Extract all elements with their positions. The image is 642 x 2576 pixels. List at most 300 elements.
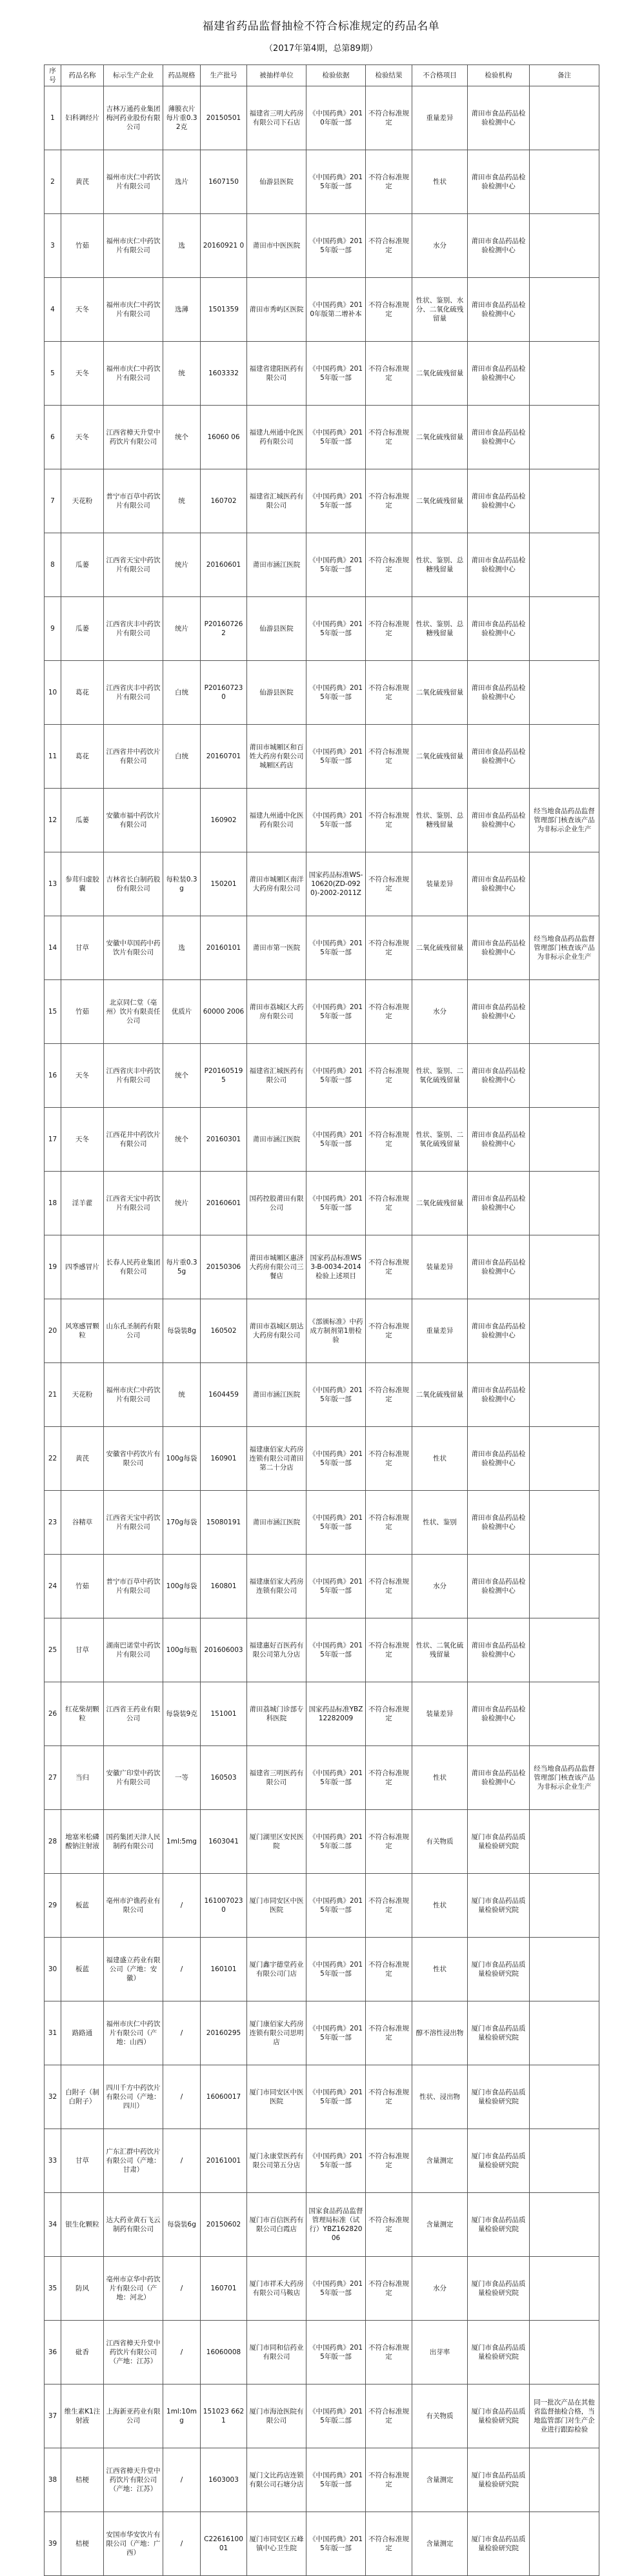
cell-remark [530,1299,599,1363]
cell-lab: 莆田市食品药品检验检测中心 [468,852,530,916]
cell-drug-name: 天冬 [61,342,104,406]
cell-basis: 《中国药典》2015年版一部 [306,916,366,980]
cell-remark [530,86,599,150]
cell-basis: 《部颁标准》中药成方制剂第1册检验 [306,1299,366,1363]
cell-failed-item: 性状、鉴别、总糖残留量 [412,597,468,661]
cell-index: 35 [45,2257,61,2321]
cell-remark [530,1427,599,1491]
cell-drug-name: 天冬 [61,1108,104,1172]
cell-remark [530,2065,599,2129]
cell-remark [530,342,599,406]
cell-spec: 统 [163,469,201,533]
cell-batch: 15080191 [201,1491,247,1555]
cell-lab: 莆田市食品药品检验检测中心 [468,1427,530,1491]
cell-result: 不符合标准规定 [366,1746,412,1810]
cell-index: 37 [45,2384,61,2448]
table-row [45,1427,599,1491]
cell-failed-item: 水分 [412,2257,468,2321]
cell-lab: 莆田市食品药品检验检测中心 [468,1363,530,1427]
cell-manufacturer: 江西省庆丰中药饮片有限公司 [104,1044,163,1108]
cell-index: 6 [45,406,61,469]
cell-basis: 《中国药典》2015年版一部 [306,789,366,852]
cell-remark [530,1810,599,1874]
cell-manufacturer: 江西省天宝中药饮片有限公司 [104,533,163,597]
cell-spec: 每袋装9克 [163,1682,201,1746]
cell-batch: 1604459 [201,1363,247,1427]
cell-result: 不符合标准规定 [366,1874,412,1938]
cell-index: 25 [45,1618,61,1682]
cell-result: 不符合标准规定 [366,1299,412,1363]
cell-batch: 1603041 [201,1810,247,1874]
cell-lab: 莆田市食品药品检验检测中心 [468,980,530,1044]
table-row [45,278,599,342]
cell-sampled-unit: 莆田市荔城区大药房有限公司 [247,980,306,1044]
header-cell-drug-name: 药品名称 [61,65,104,86]
cell-drug-name: 瓜蒌 [61,597,104,661]
cell-remark [530,2193,599,2257]
cell-lab: 莆田市食品药品检验检测中心 [468,86,530,150]
cell-remark [530,1618,599,1682]
cell-remark [530,2257,599,2321]
cell-sampled-unit: 福建惠好百医药有限公司第九分店 [247,1618,306,1682]
cell-sampled-unit: 福建九州通中化医药有限公司 [247,789,306,852]
cell-spec: / [163,2321,201,2384]
cell-remark [530,1108,599,1172]
cell-failed-item: 含量测定 [412,2129,468,2193]
cell-result: 不符合标准规定 [366,980,412,1044]
cell-sampled-unit: 厦门市百信医药有限公司白霞店 [247,2193,306,2257]
cell-batch: C22616100 01 [201,2512,247,2576]
cell-batch: 151023 6621 [201,2384,247,2448]
table-row [45,2065,599,2129]
header-cell-index: 序号 [45,65,61,86]
cell-remark [530,406,599,469]
cell-failed-item: 性状、鉴别、二氧化硫残留量 [412,1108,468,1172]
cell-basis: 《中国药典》2010年版一部 [306,86,366,150]
cell-index: 39 [45,2512,61,2576]
cell-batch: 20160701 [201,725,247,789]
cell-result: 不符合标准规定 [366,469,412,533]
table-row [45,2001,599,2065]
cell-sampled-unit: 莆田市秀屿区医院 [247,278,306,342]
cell-spec: 每袋装8g [163,1299,201,1363]
cell-manufacturer: 安徽省中药饮片有限公司 [104,1427,163,1491]
cell-spec: 统片 [163,1172,201,1235]
cell-manufacturer: 江西省樟天升堂中药饮片有限公司（产地：江苏） [104,2448,163,2512]
cell-manufacturer: 亳州市沪谯药业有限公司 [104,1874,163,1938]
cell-sampled-unit: 厦门市海沧医院有限公司 [247,2384,306,2448]
cell-sampled-unit: 国药控股莆田有限公司 [247,1172,306,1235]
table-row [45,789,599,852]
cell-basis: 《中国药典》2015年版一部 [306,150,366,214]
cell-drug-name: 银生化颗粒 [61,2193,104,2257]
cell-manufacturer: 江西省庆丰中药饮片有限公司 [104,597,163,661]
cell-basis: 《中国药典》2015年版一部 [306,2321,366,2384]
table-row [45,2257,599,2321]
cell-result: 不符合标准规定 [366,1618,412,1682]
cell-remark [530,1044,599,1108]
table-row [45,661,599,725]
cell-manufacturer: 普宁市百草中药饮片有限公司 [104,469,163,533]
cell-basis: 国家药品标准WS-10620(ZD-0920)-2002-2011Z [306,852,366,916]
cell-spec: 选 [163,214,201,278]
cell-result: 不符合标准规定 [366,1363,412,1427]
cell-spec: 薄膜衣片每片重0.32克 [163,86,201,150]
cell-lab: 莆田市食品药品检验检测中心 [468,1682,530,1746]
cell-sampled-unit: 福建省汇城医药有限公司 [247,469,306,533]
cell-sampled-unit: 厦门康佰家大药房连锁有限公司思明店 [247,2001,306,2065]
cell-spec: 每粒装0.3g [163,852,201,916]
table-row [45,1108,599,1172]
document-title: 福建省药品监督抽检不符合标准规定的药品名单 [202,20,440,33]
cell-manufacturer: 达大药业黄石飞云制药有限公司 [104,2193,163,2257]
cell-lab: 莆田市食品药品检验检测中心 [468,342,530,406]
cell-index: 3 [45,214,61,278]
table-row [45,2384,599,2448]
cell-lab: 厦门市食品药品质量检验研究院 [468,2321,530,2384]
cell-result: 不符合标准规定 [366,2257,412,2321]
cell-remark [530,214,599,278]
cell-drug-name: 路路通 [61,2001,104,2065]
table-row [45,2321,599,2384]
cell-sampled-unit: 厦门文比药店连锁有限公司石塘分店 [247,2448,306,2512]
cell-spec: 白统 [163,725,201,789]
cell-basis: 《中国药典》2015年版一部 [306,1938,366,2001]
cell-batch: 20160601 [201,533,247,597]
cell-result: 不符合标准规定 [366,1108,412,1172]
cell-failed-item: 装量差异 [412,1682,468,1746]
cell-result: 不符合标准规定 [366,1044,412,1108]
cell-batch: 1603332 [201,342,247,406]
cell-drug-name: 黄芪 [61,1427,104,1491]
table-row [45,2448,599,2512]
table-row [45,1555,599,1618]
cell-spec: / [163,2129,201,2193]
table-row [45,1172,599,1235]
header-cell-basis: 检验依据 [306,65,366,86]
cell-sampled-unit: 莆田市第一医院 [247,916,306,980]
cell-basis: 《中国药典》2015年版二部 [306,1810,366,1874]
cell-result: 不符合标准规定 [366,150,412,214]
cell-basis: 《中国药典》2015年版二部 [306,2384,366,2448]
cell-manufacturer: 长春人民药业集团有限公司 [104,1235,163,1299]
cell-index: 10 [45,661,61,725]
cell-basis: 《中国药典》2015年版一部 [306,1108,366,1172]
cell-manufacturer: 吉林万通药业集团梅河药业股份有限公司 [104,86,163,150]
cell-lab: 莆田市食品药品检验检测中心 [468,1108,530,1172]
cell-remark [530,2512,599,2576]
cell-basis: 《中国药典》2015年版一部 [306,214,366,278]
cell-lab: 莆田市食品药品检验检测中心 [468,661,530,725]
cell-drug-name: 维生素K1注射液 [61,2384,104,2448]
cell-index: 1 [45,86,61,150]
cell-spec: 1ml:10mg [163,2384,201,2448]
cell-drug-name: 白附子（制白附子） [61,2065,104,2129]
cell-lab: 莆田市食品药品检验检测中心 [468,214,530,278]
cell-failed-item: 含量测定 [412,2193,468,2257]
cell-sampled-unit: 福建九州通中化医药有限公司 [247,406,306,469]
cell-result: 不符合标准规定 [366,1235,412,1299]
cell-spec: 统个 [163,1044,201,1108]
cell-index: 4 [45,278,61,342]
cell-remark: 经当地食品药品监督管理部门核查该产品为非标示企业生产 [530,916,599,980]
cell-spec: 100g每袋 [163,1427,201,1491]
table-row [45,1682,599,1746]
table-body [45,86,599,2576]
cell-index: 28 [45,1810,61,1874]
cell-failed-item: 重量差异 [412,1299,468,1363]
cell-failed-item: 二氧化硫残留量 [412,342,468,406]
table-row [45,1618,599,1682]
cell-basis: 《中国药典》2010年版第二增补本 [306,278,366,342]
cell-basis: 《中国药典》2015年版一部 [306,342,366,406]
cell-remark [530,1555,599,1618]
header-cell-spec: 药品规格 [163,65,201,86]
table-row [45,597,599,661]
cell-failed-item: 性状、二氧化硫残留量 [412,1618,468,1682]
cell-remark [530,1491,599,1555]
cell-sampled-unit: 厦门市同安区五峰镇中心卫生院 [247,2512,306,2576]
table-row [45,1938,599,2001]
cell-result: 不符合标准规定 [366,852,412,916]
cell-failed-item: 水分 [412,1555,468,1618]
cell-index: 12 [45,789,61,852]
table-row [45,1874,599,1938]
cell-spec: 每片重0.35g [163,1235,201,1299]
cell-manufacturer: 福州市庆仁中药饮片有限公司 [104,150,163,214]
cell-failed-item: 二氧化硫残留量 [412,916,468,980]
cell-basis: 《中国药典》2015年版一部 [306,469,366,533]
table-row [45,980,599,1044]
cell-spec: 100g每瓶 [163,1618,201,1682]
cell-sampled-unit: 仙游县医院 [247,597,306,661]
cell-lab: 厦门市食品药品质量检验研究院 [468,2065,530,2129]
cell-result: 不符合标准规定 [366,406,412,469]
cell-index: 17 [45,1108,61,1172]
table-row [45,725,599,789]
cell-drug-name: 淫羊藿 [61,1172,104,1235]
cell-spec: 170g每袋 [163,1491,201,1555]
cell-failed-item: 性状 [412,150,468,214]
cell-failed-item: 二氧化硫残留量 [412,406,468,469]
cell-manufacturer: 福州市庆仁中药饮片有限公司 [104,1363,163,1427]
cell-manufacturer: 四川千方中药饮片有限公司（产地：四川） [104,2065,163,2129]
cell-spec: 每袋装6g [163,2193,201,2257]
cell-lab: 莆田市食品药品检验检测中心 [468,1172,530,1235]
cell-drug-name: 竹茹 [61,214,104,278]
cell-batch: 20160295 [201,2001,247,2065]
cell-batch: 1603003 [201,2448,247,2512]
cell-remark [530,1874,599,1938]
cell-failed-item: 性状、鉴别、总糖残留量 [412,533,468,597]
cell-sampled-unit: 福建省三明医药有限公司 [247,1746,306,1810]
table-row [45,469,599,533]
cell-index: 26 [45,1682,61,1746]
cell-batch: 160702 [201,469,247,533]
cell-drug-name: 天花粉 [61,1363,104,1427]
cell-index: 7 [45,469,61,533]
cell-basis: 《中国药典》2015年版一部 [306,1555,366,1618]
cell-index: 34 [45,2193,61,2257]
cell-sampled-unit: 福建康佰家大药房连锁有限公司 [247,1555,306,1618]
cell-sampled-unit: 厦门市祥禾大药房有限公司马鞍店 [247,2257,306,2321]
table-row [45,1491,599,1555]
table-row [45,1746,599,1810]
cell-batch: 160701 [201,2257,247,2321]
cell-sampled-unit: 厦门湖里区安民医院 [247,1810,306,1874]
table-row [45,406,599,469]
cell-batch: 20150602 [201,2193,247,2257]
cell-result: 不符合标准规定 [366,533,412,597]
header-cell-batch: 生产批号 [201,65,247,86]
table-row [45,1810,599,1874]
cell-drug-name: 桔梗 [61,2512,104,2576]
cell-basis: 《中国药典》2015年版一部 [306,1491,366,1555]
cell-lab: 厦门市食品药品质量检验研究院 [468,2512,530,2576]
cell-drug-name: 天冬 [61,1044,104,1108]
cell-lab: 莆田市食品药品检验检测中心 [468,789,530,852]
cell-batch: 160801 [201,1555,247,1618]
cell-failed-item: 性状 [412,1427,468,1491]
cell-failed-item: 醇不溶性浸出物 [412,2001,468,2065]
cell-basis: 《中国药典》2015年版一部 [306,406,366,469]
cell-index: 31 [45,2001,61,2065]
cell-spec: 统 [163,1363,201,1427]
cell-drug-name: 妇科调经片 [61,86,104,150]
cell-drug-name: 天花粉 [61,469,104,533]
cell-result: 不符合标准规定 [366,1172,412,1235]
cell-sampled-unit: 莆田市涵江医院 [247,1108,306,1172]
cell-failed-item: 性状、鉴别 [412,1491,468,1555]
cell-spec: / [163,2512,201,2576]
cell-lab: 莆田市食品药品检验检测中心 [468,1746,530,1810]
cell-lab: 厦门市食品药品质量检验研究院 [468,2257,530,2321]
cell-drug-name: 瓜蒌 [61,789,104,852]
cell-failed-item: 水分 [412,980,468,1044]
cell-index: 36 [45,2321,61,2384]
cell-manufacturer: 江西省樟天升堂中药饮片有限公司 [104,406,163,469]
cell-batch: P201607230 [201,661,247,725]
cell-result: 不符合标准规定 [366,1682,412,1746]
table-row [45,916,599,980]
cell-sampled-unit: 莆田市城厢区和百姓大药房有限公司城厢区药店 [247,725,306,789]
cell-batch: 1501359 [201,278,247,342]
table-row [45,86,599,150]
cell-basis: 《中国药典》2015年版一部 [306,1172,366,1235]
cell-drug-name: 瓜蒌 [61,533,104,597]
cell-failed-item: 性状、浸出物 [412,2065,468,2129]
cell-failed-item: 性状 [412,1874,468,1938]
cell-drug-name: 风寒感冒颗粒 [61,1299,104,1363]
cell-lab: 厦门市食品药品质量检验研究院 [468,2193,530,2257]
table-row [45,2129,599,2193]
cell-failed-item: 装量差异 [412,852,468,916]
cell-basis: 国家药品标准WS3-B-0034-2014检验上述项目 [306,1235,366,1299]
cell-index: 9 [45,597,61,661]
cell-manufacturer: 国药集团天津人民制药有限公司 [104,1810,163,1874]
cell-basis: 《中国药典》2015年版一部 [306,725,366,789]
cell-failed-item: 二氧化硫残留量 [412,469,468,533]
cell-basis: 《中国药典》2015年版一部 [306,2001,366,2065]
cell-result: 不符合标准规定 [366,86,412,150]
cell-manufacturer: 福州市庆仁中药饮片有限公司 [104,214,163,278]
cell-sampled-unit: 莆田市荔城区朋达大药房有限公司 [247,1299,306,1363]
cell-batch: 16060017 [201,2065,247,2129]
cell-drug-name: 甘草 [61,916,104,980]
cell-remark [530,661,599,725]
cell-manufacturer: 福州市庆仁中药饮片有限公司 [104,342,163,406]
cell-spec: 统片 [163,597,201,661]
header-cell-sampled-unit: 被抽样单位 [247,65,306,86]
table-row [45,1299,599,1363]
table-row [45,1235,599,1299]
cell-drug-name: 板蓝 [61,1938,104,2001]
cell-remark: 经当地食品药品监督管理部门核查该产品为非标示企业生产 [530,1746,599,1810]
cell-drug-name: 谷精草 [61,1491,104,1555]
cell-batch: 20160921 0 [201,214,247,278]
cell-failed-item: 重量差异 [412,86,468,150]
cell-manufacturer: 上海新亚药业有限公司 [104,2384,163,2448]
cell-manufacturer: 江西省王药业有限公司 [104,1682,163,1746]
cell-sampled-unit: 福建省三明大药房有限公司下石店 [247,86,306,150]
table-header-row [45,65,599,86]
cell-manufacturer: 福建盛立药业有限公司（产地：安徽） [104,1938,163,2001]
cell-sampled-unit: 厦门市同和信药业有限公司 [247,2321,306,2384]
cell-remark [530,469,599,533]
cell-lab: 厦门市食品药品质量检验研究院 [468,2448,530,2512]
cell-basis: 国家食品药品监督管理局标准（试行）YBZ16282006 [306,2193,366,2257]
cell-manufacturer: 江西省庆丰中药饮片有限公司 [104,661,163,725]
cell-failed-item: 性状 [412,1938,468,2001]
cell-drug-name: 桔梗 [61,2448,104,2512]
cell-result: 不符合标准规定 [366,2129,412,2193]
cell-manufacturer: 江西省樟天升堂中药饮片有限公司（产地：江苏） [104,2321,163,2384]
cell-result: 不符合标准规定 [366,789,412,852]
cell-drug-name: 黄芪 [61,150,104,214]
cell-sampled-unit: 厦门市同安区中医医院 [247,1874,306,1938]
cell-lab: 莆田市食品药品检验检测中心 [468,406,530,469]
cell-sampled-unit: 厦门永康堂医药有限公司第五分店 [247,2129,306,2193]
cell-remark: 经当地食品药品监督管理部门核查该产品为非标示企业生产 [530,789,599,852]
cell-failed-item: 二氧化硫残留量 [412,661,468,725]
cell-remark [530,852,599,916]
cell-remark [530,2448,599,2512]
cell-failed-item: 水分 [412,214,468,278]
cell-manufacturer: 福州市庆仁中药饮片有限公司（产地：山西） [104,2001,163,2065]
cell-lab: 莆田市食品药品检验检测中心 [468,1618,530,1682]
cell-lab: 厦门市食品药品质量检验研究院 [468,2001,530,2065]
cell-batch: 20161001 [201,2129,247,2193]
cell-spec: / [163,1874,201,1938]
cell-remark [530,980,599,1044]
cell-index: 13 [45,852,61,916]
cell-batch: 20160601 [201,1172,247,1235]
cell-basis: 《中国药典》2015年版一部 [306,980,366,1044]
cell-lab: 莆田市食品药品检验检测中心 [468,597,530,661]
cell-lab: 莆田市食品药品检验检测中心 [468,725,530,789]
cell-drug-name: 天冬 [61,278,104,342]
cell-batch: P201607262 [201,597,247,661]
header-cell-result: 检验结果 [366,65,412,86]
cell-lab: 厦门市食品药品质量检验研究院 [468,2129,530,2193]
cell-manufacturer: 普宁市百草中药饮片有限公司 [104,1555,163,1618]
cell-lab: 莆田市食品药品检验检测中心 [468,533,530,597]
cell-index: 30 [45,1938,61,2001]
cell-spec: 选 [163,916,201,980]
cell-result: 不符合标准规定 [366,1555,412,1618]
cell-manufacturer: 广东汇群中药饮片有限公司（产地：甘肃） [104,2129,163,2193]
cell-sampled-unit: 莆田市涵江医院 [247,1363,306,1427]
